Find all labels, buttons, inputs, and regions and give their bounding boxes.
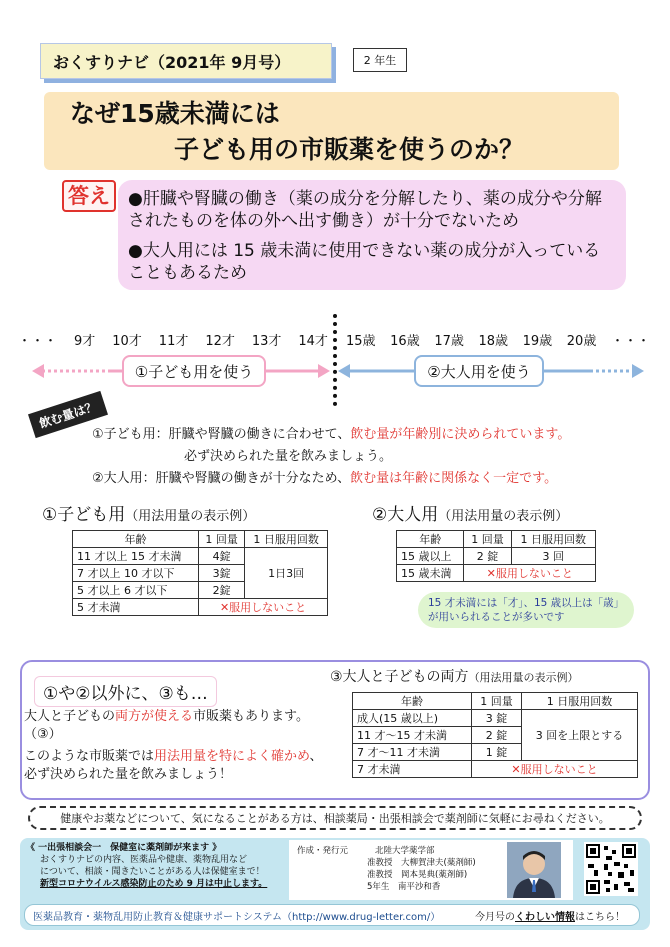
heading-text: ②大人用	[372, 505, 439, 525]
table-cell: 5 才未満	[73, 599, 199, 616]
table-row	[397, 548, 596, 565]
consultation-info	[26, 842, 270, 898]
age-label: 13才	[251, 334, 282, 349]
explain-text: ②大人用：肝臓や腎臓の働きが十分なため、	[92, 471, 351, 486]
table-cell: 3 錠	[472, 710, 522, 727]
adult-dosage-table	[396, 530, 596, 582]
table-cell: 1 錠	[472, 744, 522, 761]
age-label: 9才	[74, 334, 96, 349]
table-row	[353, 761, 638, 778]
heading-text: ③大人と子どもの両方	[330, 669, 469, 685]
table-cell: 11 才～15 才未満	[353, 727, 472, 744]
explain-highlight: 飲む量は年齢に関係なく一定です。	[350, 471, 558, 486]
kanji-note-cloud: 15 才未満には「才」、15 歳以上は「歳」が用いられることが多いです	[418, 592, 634, 628]
publisher-member: 5年生 南平沙和香	[367, 882, 441, 892]
age-dots-right: ・・・	[610, 334, 650, 349]
more-info	[475, 908, 639, 923]
section-three-title: ①や②以外に、③も…	[34, 676, 217, 707]
age-dots-left: ・・・	[18, 334, 58, 349]
table-cell: 4錠	[199, 548, 245, 565]
child-table-heading	[42, 500, 255, 525]
age-label: 14才	[298, 334, 328, 349]
explain-text: ①子ども用：肝臓や腎臓の働きに合わせて、	[92, 427, 351, 442]
table-cell: 成人(15 歳以上)	[353, 710, 472, 727]
newsletter-title-text: おくすりナビ（2021年 9月号）	[53, 52, 291, 72]
table-cell: 3 回	[511, 548, 596, 565]
table-header-row	[397, 531, 596, 548]
table-header-row	[73, 531, 328, 548]
s3-line-4: 必ず決められた量を飲みましょう！	[24, 767, 233, 782]
table-row	[73, 548, 328, 565]
child-arrow-head-left	[32, 364, 44, 378]
s3-highlight: 両方が使える	[115, 709, 194, 724]
both-dosage-table	[352, 692, 638, 778]
section-three-text	[24, 708, 354, 784]
s3-line-3	[24, 748, 354, 766]
publisher-member: 准教授 大柳賀津夫(薬剤師)	[367, 858, 476, 868]
table-header: 1 日服用回数	[245, 531, 328, 548]
headline-line2: 子ども用の市販薬を使うのか？	[174, 135, 525, 164]
age-label: 20歳	[566, 334, 597, 349]
age-label: 10才	[112, 334, 142, 349]
age-label: 17歳	[434, 334, 464, 349]
table-header-row	[353, 693, 638, 710]
age-label: 15歳	[346, 334, 376, 349]
child-dosage-table	[72, 530, 328, 616]
table-cell: 1日3回	[245, 548, 328, 599]
headline	[44, 92, 619, 170]
more-info-link[interactable]: くわしい情報	[515, 911, 575, 923]
age-label: 16歳	[390, 334, 420, 349]
publisher-label: 作成・発行元	[297, 846, 349, 856]
publisher-member: 准教授 岡本晃典(薬剤師)	[367, 870, 468, 880]
heading-sub: （用法用量の表示例）	[438, 509, 569, 524]
table-header: 1 日服用回数	[521, 693, 637, 710]
consult-text: について、相談・聞きたいことがある人は保健室まで！	[40, 867, 265, 877]
s3-text: 、	[309, 749, 323, 764]
s3-line-2: （③）	[24, 727, 62, 742]
table-header: 1 回量	[464, 531, 511, 548]
table-cell: 2 錠	[464, 548, 511, 565]
qr-code[interactable]	[584, 842, 638, 896]
adult-arrow-head-right	[632, 364, 644, 378]
age-label: 19歳	[522, 334, 553, 349]
qr-code-icon	[584, 842, 638, 896]
grade-badge: 2 年生	[353, 48, 407, 72]
consult-text: おくすりナビの内容、医薬品や健康、薬物乱用など	[40, 855, 248, 865]
more-info-text: 今月号の	[475, 911, 515, 923]
dose-explanation	[92, 424, 652, 490]
explain-line-2: 必ず決められた量を飲みましょう。	[184, 449, 393, 464]
table-header: 1 回量	[472, 693, 522, 710]
both-table-heading	[330, 666, 579, 686]
table-cell: 2 錠	[472, 727, 522, 744]
table-cell: 3 回を上限とする	[521, 710, 637, 761]
adult-arrow-head-left	[338, 364, 350, 378]
table-cell: ✕服用しないこと	[464, 565, 596, 582]
heading-sub: （用法用量の表示例）	[468, 671, 579, 684]
table-cell: ✕服用しないこと	[472, 761, 638, 778]
table-header: 1 日服用回数	[511, 531, 596, 548]
author-photo	[507, 842, 561, 898]
s3-text: 市販薬もあります。	[193, 709, 309, 724]
age-label: 11才	[158, 334, 189, 349]
s3-line-1	[24, 708, 354, 726]
table-cell: 3錠	[199, 565, 245, 582]
table-row	[73, 599, 328, 616]
consult-title: 《 一出張相談会一 保健室に薬剤師が来ます 》	[26, 843, 222, 853]
heading-text: ①子ども用	[42, 505, 126, 525]
age-scale-child	[18, 330, 328, 349]
table-row	[397, 565, 596, 582]
age-scale-adult	[346, 330, 650, 349]
s3-text: このような市販薬では	[24, 749, 155, 764]
adult-use-label: ②大人用を使う	[414, 355, 544, 387]
table-cell: 7 才以上 10 才以下	[73, 565, 199, 582]
answer-bullet-2: ●大人用には 15 歳未満に使用できない薬の成分が入っていることもあるため	[128, 241, 601, 283]
table-cell: 7 才～11 才未満	[353, 744, 472, 761]
child-arrow-head-right	[318, 364, 330, 378]
table-cell: 11 才以上 15 才未満	[73, 548, 199, 565]
heading-sub: （用法用量の表示例）	[125, 509, 256, 524]
table-cell: 2錠	[199, 582, 245, 599]
table-header: 年齢	[353, 693, 472, 710]
table-header: 年齢	[397, 531, 464, 548]
publisher-org: 北陸大学薬学部	[375, 846, 435, 856]
child-use-label: ①子ども用を使う	[122, 355, 266, 387]
age-label: 12才	[205, 334, 235, 349]
newsletter-title	[40, 43, 332, 79]
table-header: 年齢	[73, 531, 199, 548]
table-header: 1 回量	[199, 531, 245, 548]
consultation-notice: 健康やお薬などについて、気になることがある方は、相談薬局・出張相談会で薬剤師に気軽にお尋ねください。	[28, 806, 642, 830]
answer-box	[118, 180, 626, 290]
s3-text: 大人と子どもの	[24, 709, 116, 724]
more-info-text: はこちら！	[575, 911, 625, 923]
explain-line-1	[92, 424, 652, 446]
answer-tag: 答え	[62, 180, 116, 212]
publisher-box	[289, 840, 573, 900]
table-cell: 5 才以上 6 才以下	[73, 582, 199, 599]
explain-highlight: 飲む量が年齢別に決められています。	[350, 427, 571, 442]
table-cell: 15 歳以上	[397, 548, 464, 565]
site-link[interactable]: 医薬品教育・薬物乱用防止教育＆健康サポートシステム（http://www.drug-letter.com/）	[33, 911, 441, 923]
age-label: 18歳	[478, 334, 509, 349]
bottom-bar	[24, 904, 640, 926]
adult-table-heading	[372, 500, 568, 525]
table-cell: 7 才未満	[353, 761, 472, 778]
answer-bullet-1: ●肝臓や腎臓の働き（薬の成分を分解したり、薬の成分や分解されたものを体の外へ出す働き）が十分でないため	[128, 189, 602, 231]
table-cell: ✕服用しないこと	[199, 599, 328, 616]
s3-highlight: 用法用量を特によく確かめ	[154, 749, 310, 764]
table-cell: 15 歳未満	[397, 565, 464, 582]
explain-line-3	[92, 468, 652, 490]
table-row	[353, 710, 638, 727]
dose-question-tag: 飲む量は？	[28, 391, 108, 438]
consult-cancel: 新型コロナウイルス感染防止のため 9 月は中止します。	[40, 879, 268, 889]
headline-line1: なぜ15歳未満には	[70, 99, 280, 128]
